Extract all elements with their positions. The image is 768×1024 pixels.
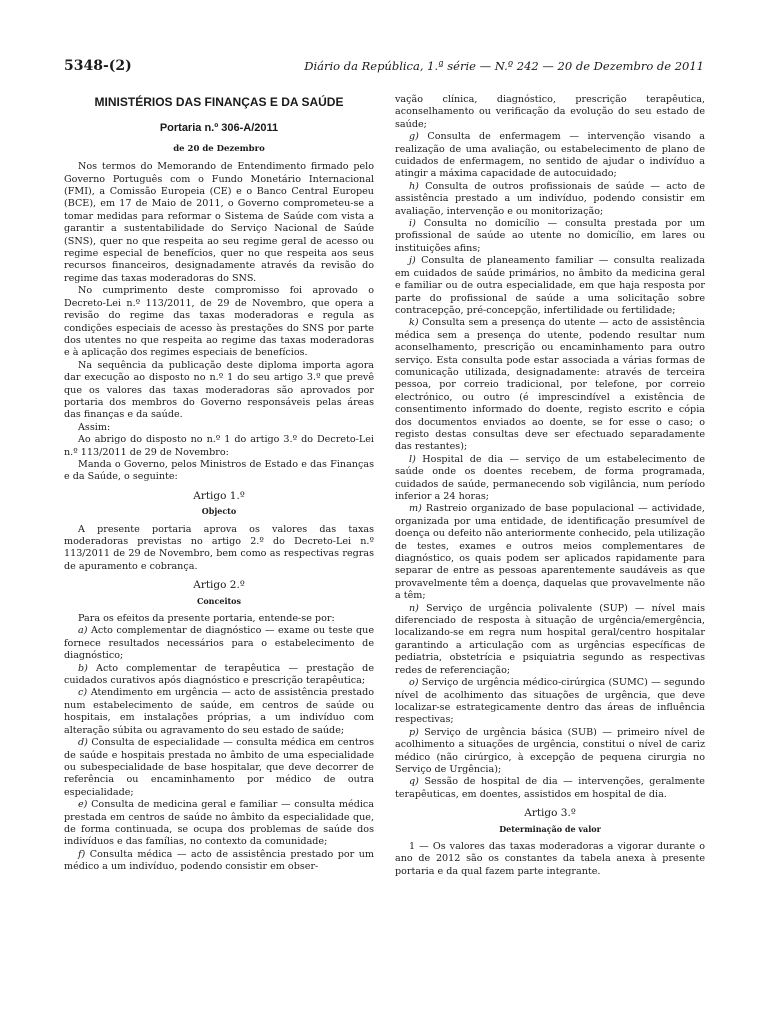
definition-item	[64, 663, 374, 688]
item-letter: c)	[78, 687, 88, 699]
left-column	[64, 94, 374, 1024]
definition-item	[64, 849, 374, 874]
article-intro: Para os efeitos da presente portaria, entende-se por:	[78, 613, 335, 625]
right-column	[395, 94, 705, 1024]
item-text: Consulta de medicina geral e familiar — consulta médica prestada em centros de saúde no âmbito da especialidade que, de forma continuada, se ocupa dos problemas de saúde dos indivíduos e das famílias, no contexto da comunidade;	[64, 799, 374, 848]
definition-item	[395, 776, 705, 801]
item-letter: b)	[78, 662, 88, 674]
item-text: Acto complementar de diagnóstico — exame ou teste que fornece resultados necessários para o estabelecimento de diagnóstico;	[64, 625, 374, 662]
item-text: Serviço de urgência polivalente (SUP) — nível mais diferenciado de resposta à situação de urgência/emergência, localizando-se em regra num hospital geral/centro hospitalar garantindo a articulação com as urgências específicas de pediatria, obstetrícia e psiquiatria segundo as respectivas redes de referenciação;	[395, 602, 705, 676]
article-title: Artigo 1.º	[193, 489, 245, 502]
item-letter: o)	[409, 677, 419, 689]
item-text: Consulta de planeamento familiar — consulta realizada em cuidados de saúde primários, no âmbito da medicina geral e familiar ou de outra especialidade, em que haja resposta por parte do profissional de saúde a uma solicitação sobre contracepção, pré-concepção, infertilidade ou fertilidade;	[395, 255, 705, 316]
item-text: Acto complementar de terapêutica — prestação de cuidados curativos após diagnóstico e prescrição terapêutica;	[64, 662, 374, 687]
definition-item	[395, 181, 705, 218]
article-subtitle: Determinação de valor	[499, 823, 601, 834]
definition-item	[395, 603, 705, 677]
item-text: Sessão de hospital de dia — intervenções, geralmente terapêuticas, em doentes, assistidos em hospital de dia.	[395, 776, 705, 800]
item-letter: k)	[409, 317, 419, 329]
definition-item	[395, 218, 705, 255]
article-subtitle: Objecto	[201, 506, 237, 517]
item-text: Consulta de especialidade — consulta médica em centros de saúde e hospitais prestada no âmbito de uma especialidade ou subespecialidade de base hospitalar, que deve decorrer de referência ou encaminhamento por médico de outra especialidade;	[64, 737, 374, 798]
item-letter: i)	[409, 218, 416, 230]
item-text: Atendimento em urgência — acto de assistência prestado num estabelecimento de saúde, em centros de saúde ou hospitais, em instalações próprias, a um indivíduo com alteração súbita ou agravamento do seu estado de saúde;	[64, 687, 374, 736]
definition-item	[64, 625, 374, 662]
definition-item	[64, 799, 374, 849]
item-letter: j)	[409, 255, 416, 267]
paragraph: No cumprimento deste compromisso foi aprovado o Decreto-Lei n.º 113/2011, de 29 de Novembro, que opera a revisão do regime das taxas moderadoras e regula as condições especiais de acesso às prestações do SNS por parte dos utentes no que respeita ao regime das taxas moderadoras e à aplicação dos regimes especiais de benefícios.	[64, 285, 374, 359]
item-letter: l)	[409, 453, 416, 465]
portaria-title: Portaria n.º 306-A/2011	[159, 122, 279, 135]
item-letter: a)	[78, 625, 88, 637]
definition-item	[395, 317, 705, 453]
article-title: Artigo 2.º	[193, 579, 245, 592]
item-text: Consulta sem a presença do utente — acto de assistência médica sem a presença do utente, podendo resultar num aconselhamento, prescrição ou encaminhamento para outro serviço. Esta consulta pode estar associada a várias formas de comunicação utilizada, designadamente: através de terceira pessoa, por correio tradicional, por telefone, por correio electrónico, ou outro (é imprescindível a existência de consentimento informado do doente, registo escrito e cópia dos documentos enviados ao doente, se for esse o caso; o registo destas consultas deve ser efectuado separadamente das restantes);	[395, 317, 705, 453]
item-letter: e)	[78, 799, 88, 811]
definition-item	[395, 677, 705, 727]
running-head: Diário da República, 1.ª série — N.º 242 — 20 de Dezembro de 2011	[304, 59, 704, 73]
ministry-heading: MINISTÉRIOS DAS FINANÇAS E DA SAÚDE	[94, 95, 344, 109]
definition-item	[64, 687, 374, 737]
definition-item	[395, 727, 705, 777]
paragraph: Nos termos do Memorando de Entendimento firmado pelo Governo Português com o Fundo Monetário Internacional (FMI), a Comissão Europeia (CE) e o Banco Central Europeu (BCE), em 17 de Maio de 2011, o Governo comprometeu-se a tomar medidas para reformar o Sistema de Saúde com vista a garantir a sustentabilidade do Serviço Nacional de Saúde (SNS), quer no que respeita ao seu regime geral de acesso ou regime especial de benefícios, quer no que respeita aos seus recursos financeiros, designadamente através da revisão do regime das taxas moderadoras do SNS.	[64, 161, 374, 284]
continued-text: vação clínica, diagnóstico, prescrição terapêutica, aconselhamento ou verificação da evolução do seu estado de saúde;	[395, 94, 705, 130]
item-letter: h)	[409, 180, 419, 192]
item-letter: d)	[78, 737, 88, 749]
item-text: Consulta de enfermagem — intervenção visando a realização de uma avaliação, ou estabelecimento de plano de cuidados de enfermagem, no sentido de ajudar o indivíduo a atingir a máxima capacidade de autocuidado;	[395, 131, 705, 180]
portaria-date: de 20 de Dezembro	[173, 143, 265, 154]
article-subtitle: Conceitos	[196, 595, 242, 606]
article-text: 1 — Os valores das taxas moderadoras a vigorar durante o ano de 2012 são os constantes da tabela anexa à presente portaria e da qual fazem parte integrante.	[395, 840, 705, 877]
article-title: Artigo 3.º	[524, 807, 576, 820]
item-letter: g)	[409, 131, 419, 143]
item-text: Consulta de outros profissionais de saúde — acto de assistência prestado a um indivíduo, podendo consistir em avaliação, intervenção e ou monitorização;	[395, 180, 705, 217]
item-text: Hospital de dia — serviço de um estabelecimento de saúde onde os doentes recebem, de forma programada, cuidados de saúde, permanecendo sob vigilância, num período inferior a 24 horas;	[395, 453, 705, 502]
item-letter: p)	[409, 726, 419, 738]
item-text: Serviço de urgência básica (SUB) — primeiro nível de acolhimento a situações de urgência, constitui o nível de cariz médico (não cirúrgico, à excepção de pequena cirurgia no Serviço de Urgência);	[395, 726, 705, 775]
article-text: A presente portaria aprova os valores das taxas moderadoras previstas no artigo 2.º do Decreto-Lei n.º 113/2011 de 29 de Novembro, bem como as respectivas regras de apuramento e cobrança.	[64, 523, 374, 572]
definition-item	[395, 503, 705, 602]
item-text: Consulta médica — acto de assistência prestado por um médico a um indivíduo, podendo consistir em obser-	[64, 848, 374, 873]
definition-item	[395, 454, 705, 504]
page-number: 5348-(2)	[64, 58, 132, 74]
definition-item	[395, 131, 705, 181]
item-text: Serviço de urgência médico-cirúrgica (SUMC) — segundo nível de acolhimento das situações de urgência, que deve localizar-se estrategicamente dentro das áreas de influência respectivas;	[395, 677, 705, 726]
page-header	[64, 58, 704, 80]
item-letter: n)	[409, 602, 419, 614]
paragraph: Na sequência da publicação deste diploma importa agora dar execução ao disposto no n.º 1 do seu artigo 3.º que prevê que os valores das taxas moderadoras são aprovados por portaria dos membros do Governo responsáveis pelas áreas das finanças e da saúde.	[64, 359, 374, 421]
paragraph: Assim:	[78, 421, 111, 433]
definition-item	[64, 737, 374, 799]
item-letter: q)	[409, 776, 419, 788]
item-letter: m)	[409, 503, 422, 515]
paragraph: Ao abrigo do disposto no n.º 1 do artigo 3.º do Decreto-Lei n.º 113/2011 de 29 de Novembro:	[64, 434, 374, 458]
item-text: Consulta no domicílio — consulta prestada por um profissional de saúde ao utente no domicílio, em lares ou instituições afins;	[395, 218, 705, 254]
item-letter: f)	[78, 848, 86, 860]
item-text: Rastreio organizado de base populacional — actividade, organizada por uma entidade, de identificação presumível de doença ou defeito não anteriormente conhecido, pela utilização de testes, exames e outros meios complementares de diagnóstico, os quais podem ser aplicados rapidamente para separar de entre as pessoas aparentemente saudáveis as que provavelmente têm a doença, daquelas que provavelmente não a têm;	[395, 503, 705, 602]
definition-item	[395, 255, 705, 317]
paragraph: Manda o Governo, pelos Ministros de Estado e das Finanças e da Saúde, o seguinte:	[64, 458, 374, 483]
